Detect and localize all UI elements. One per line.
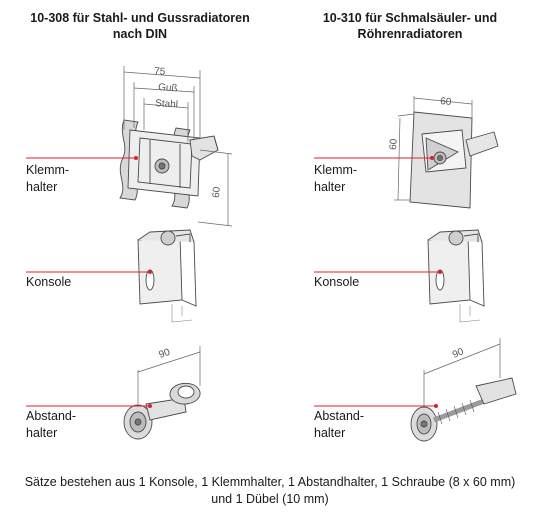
footer-line2: und 1 Dübel (10 mm) [211, 492, 329, 506]
label-line: Klemm- [26, 163, 70, 177]
left-konsole-drawing [138, 230, 196, 322]
label-line: halter [314, 180, 346, 194]
label-line: Klemm- [314, 163, 358, 177]
title-left-line1: 10-308 für Stahl- und Gussradiatoren [30, 11, 250, 25]
title-right-line2: Röhrenradiatoren [357, 27, 463, 41]
label-line: halter [314, 426, 346, 440]
dim-left-90: 90 [157, 346, 172, 361]
label-right-abstandhalter [314, 408, 364, 442]
label-left-abstandhalter [26, 408, 76, 442]
label-line: Abstand- [26, 409, 77, 423]
label-line: halter [26, 180, 58, 194]
leader-lines [26, 158, 440, 406]
dim-left-75: 75 [153, 66, 166, 78]
title-left-line2: nach DIN [112, 27, 168, 41]
label-line: Konsole [314, 275, 360, 289]
title-right-line1: 10-310 für Schmalsäuler- und [322, 11, 498, 25]
leader-dot [148, 270, 152, 274]
label-right-klemmhalter [314, 162, 357, 196]
label-right-konsole [314, 274, 359, 291]
label-left-klemmhalter [26, 162, 69, 196]
leader-dot [430, 156, 434, 160]
right-konsole-drawing [428, 230, 484, 322]
dim-right-60-top: 60 [439, 96, 452, 108]
leader-dot [148, 404, 152, 408]
right-klemmhalter-drawing [394, 96, 498, 208]
dim-right-60-side: 60 [388, 138, 400, 151]
leader-dot [134, 156, 138, 160]
footer-line1: Sätze bestehen aus 1 Konsole, 1 Klemmhalter, 1 Abstandhalter, 1 Schraube (8 x 60 mm) [24, 475, 516, 489]
label-line: halter [26, 426, 58, 440]
leader-dot [434, 404, 438, 408]
dim-right-90: 90 [451, 346, 466, 361]
dim-left-stahl: Stahl [154, 98, 179, 111]
label-line: Konsole [26, 275, 72, 289]
footer-note [0, 474, 540, 508]
leader-dot [438, 270, 442, 274]
label-line: Abstand- [314, 409, 365, 423]
dim-left-60: 60 [211, 186, 223, 199]
label-left-konsole [26, 274, 71, 291]
dim-left-guss: Guß [157, 82, 178, 95]
